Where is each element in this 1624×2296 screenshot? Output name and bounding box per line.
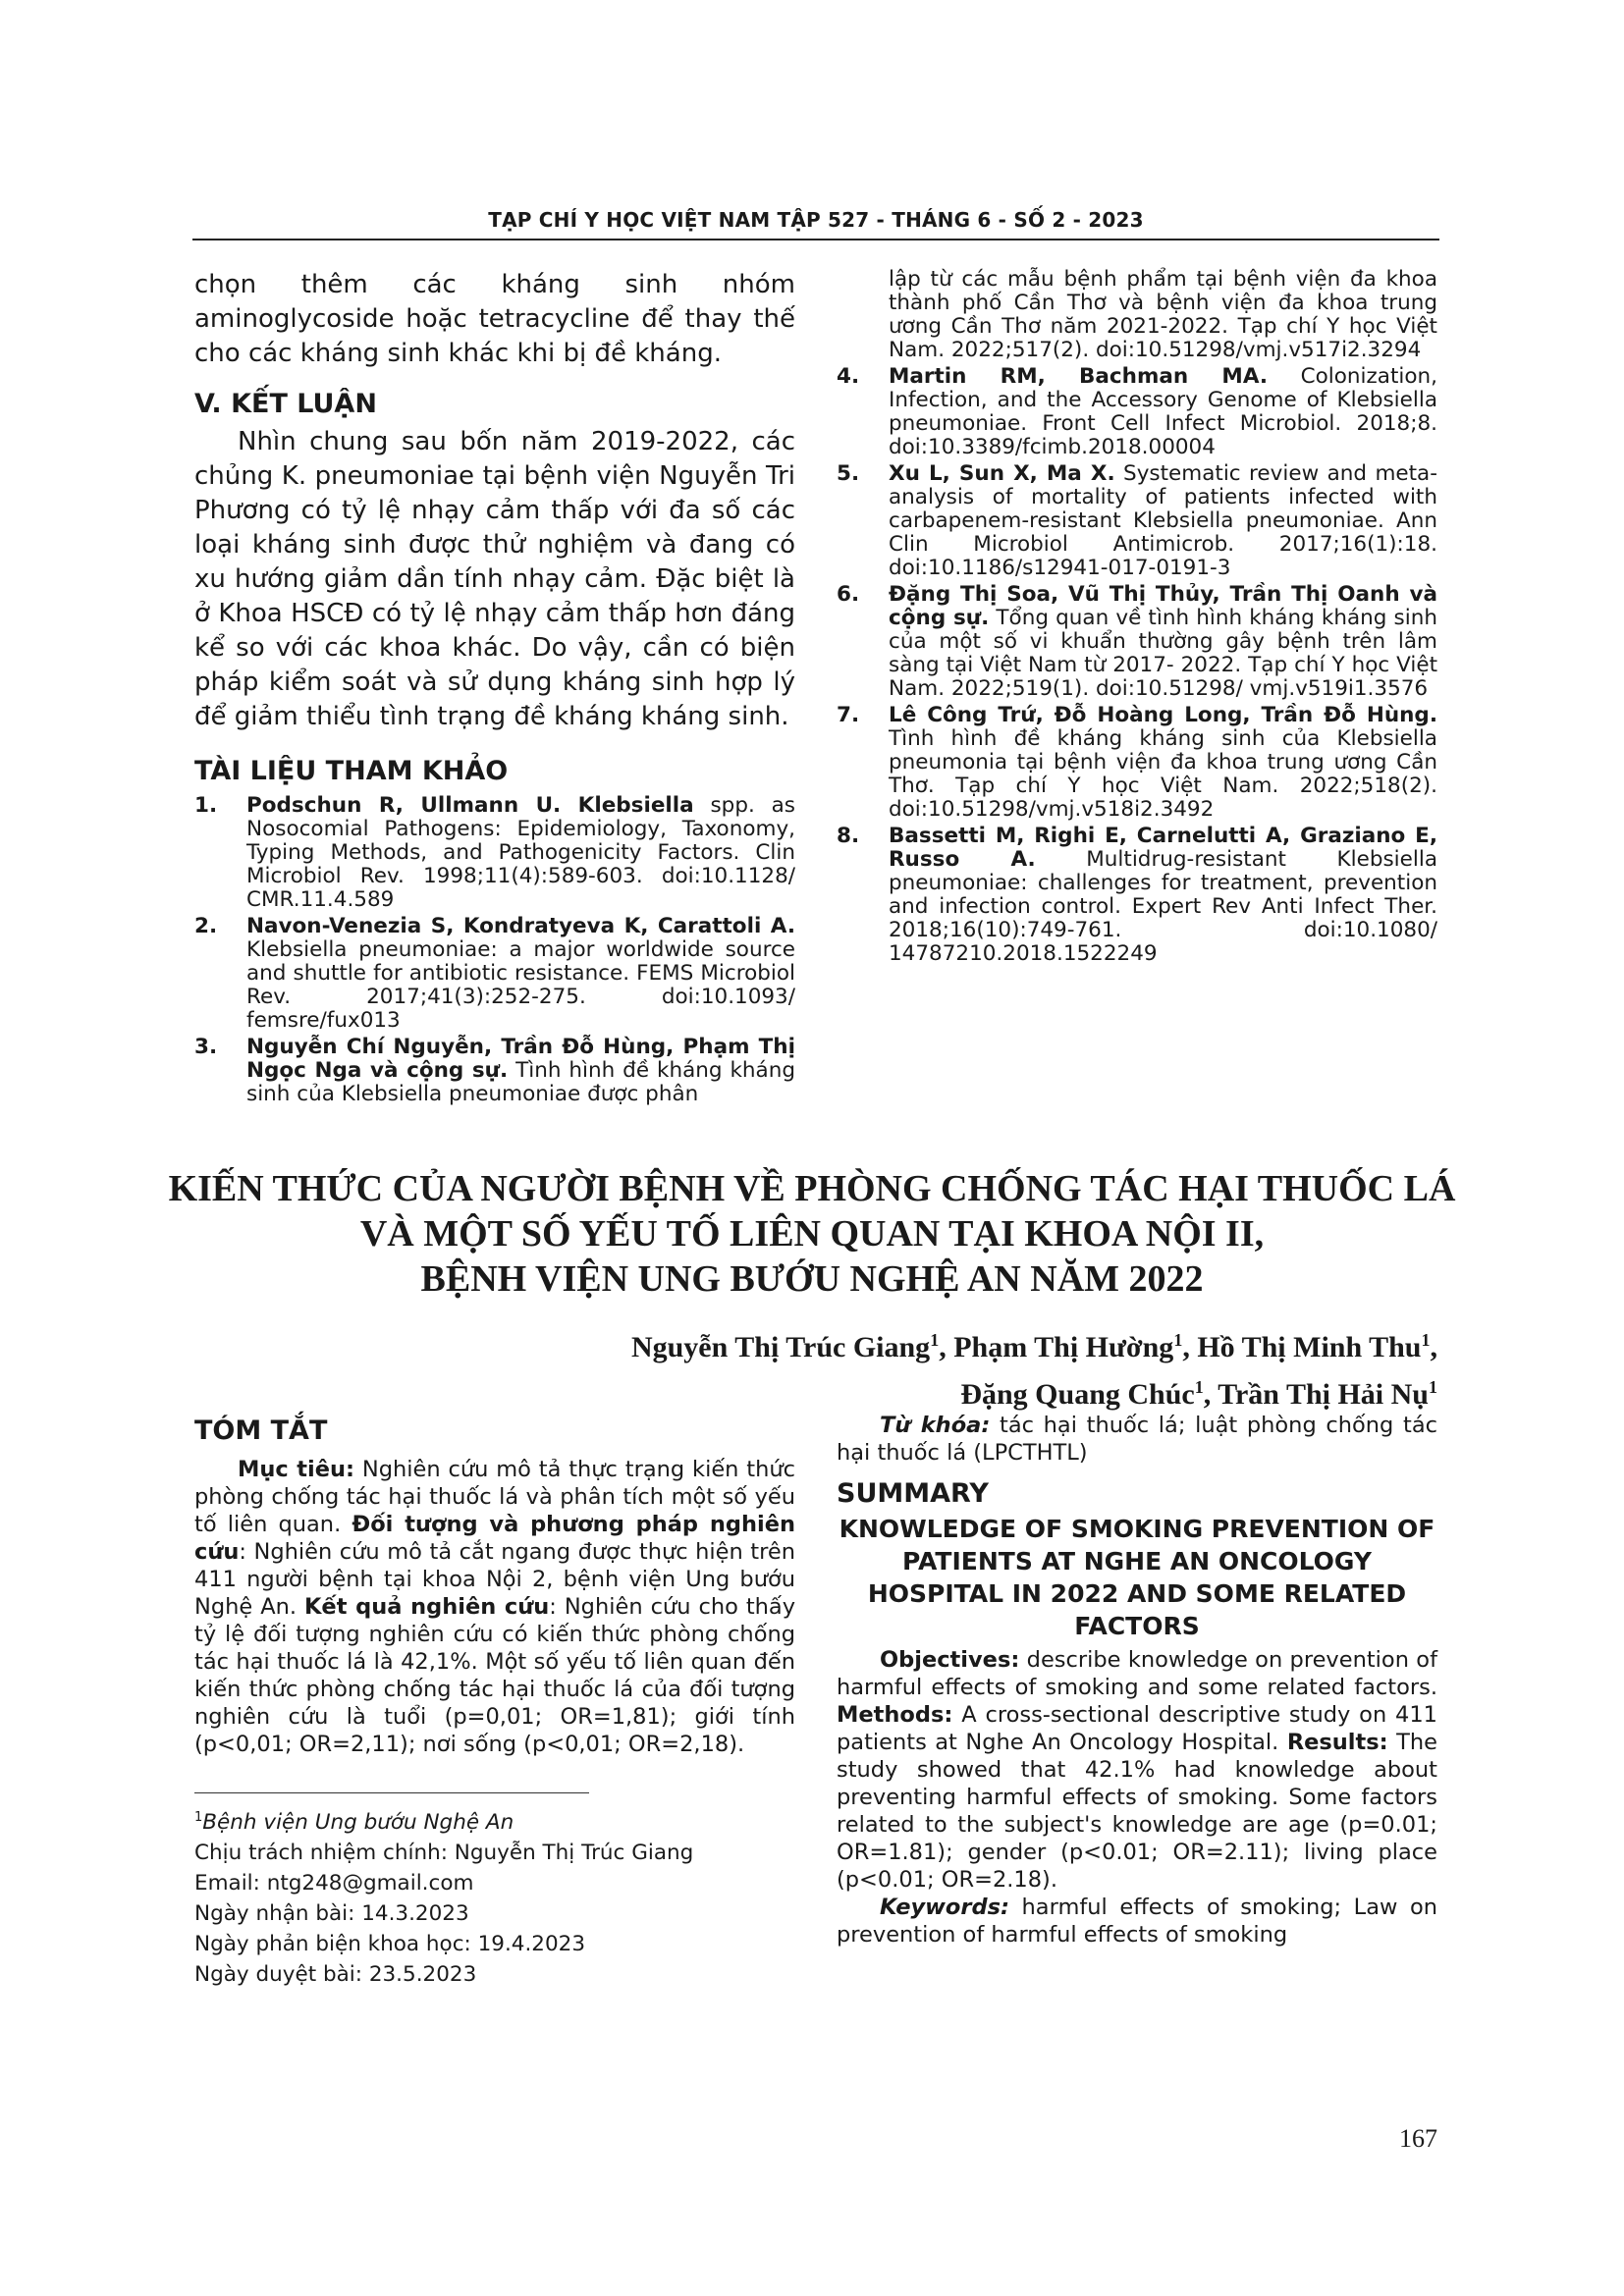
abstract-heading: TÓM TẮT	[194, 1415, 328, 1446]
reference-authors: Xu L, Sun X, Ma X.	[889, 461, 1115, 486]
keywords-label: Keywords:	[880, 1895, 1009, 1920]
article-title-line: KIẾN THỨC CỦA NGƯỜI BỆNH VỀ PHÒNG CHỐNG TÁC HẠI THUỐC LÁ	[168, 1168, 1456, 1209]
author-name: Nguyễn Thị Trúc Giang	[630, 1331, 931, 1363]
affiliation-note	[194, 1802, 795, 1838]
references-heading: TÀI LIỆU THAM KHẢO	[194, 756, 509, 786]
reference-authors: Nguyễn Chí Nguyễn, Trần Đỗ Hùng, Phạm Thị Ngọc Nga và cộng sự.	[246, 1035, 795, 1083]
methods-text: A cross-sectional descriptive study on 411 patients at Nghe An Oncology Hospital.	[837, 1702, 1437, 1755]
page-number: 167	[1399, 2124, 1437, 2153]
results-text: The study showed that 42.1% had knowledge about preventing harmful effects of smoking. Some factors related to the subject's knowledge are age (p=0.01; OR=1.81); gender (p<0.01; OR=2.11); living place (p<0.01; OR=2.18).	[837, 1730, 1437, 1893]
reference-item	[837, 462, 1437, 580]
reference-authors: Navon-Venezia S, Kondratyeva K, Carattoli A.	[246, 914, 795, 938]
reference-authors: Lê Công Trứ, Đỗ Hoàng Long, Trần Đỗ Hùng.	[889, 703, 1437, 727]
header-rule	[192, 239, 1439, 240]
footnote-rule	[194, 1792, 589, 1793]
author-name: Phạm Thị Hường	[953, 1331, 1174, 1363]
results-text: : Nghiên cứu cho thấy tỷ lệ đối tượng nghiên cứu có kiến thức phòng chống tác hại thuốc lá là 42,1%. Một số yếu tố liên quan đến kiến thức phòng chống tác hại thuốc lá của đối tượng nghiên cứu là tuổi (p=0,01; OR=1,81); giới tính (p<0,01; OR=2,11); nơi sống (p<0,01; OR=2,18).	[194, 1594, 796, 1757]
keywords-vn	[837, 1412, 1437, 1467]
article-title-line: VÀ MỘT SỐ YẾU TỐ LIÊN QUAN TẠI KHOA NỘI II,	[359, 1213, 1265, 1255]
reference-number: 6.	[837, 582, 860, 607]
reference-text: lập từ các mẫu bệnh phẩm tại bệnh viện đa khoa thành phố Cần Thơ và bệnh viện đa khoa trung ương Cần Thơ năm 2021-2022. Tạp chí Y học Việt Nam. 2022;517(2). doi:10.51298/vmj.v517i2.3294	[889, 267, 1437, 362]
reference-number: 7.	[837, 703, 860, 727]
references-right	[837, 268, 1437, 966]
methods-text: : Nghiên cứu mô tả cắt ngang được thực hiện trên 411 người bệnh tại khoa Nội 2, bệnh viện Ung bướu Nghệ An.	[194, 1539, 795, 1620]
author-line: Đặng Quang Chúc$^1$, Trần Thị Hải Nụ$^1$	[960, 1377, 1437, 1411]
author-name: Trần Thị Hải Nụ	[1218, 1378, 1429, 1411]
reference-item	[194, 915, 795, 1033]
keywords-label: Từ khóa:	[880, 1413, 991, 1438]
reference-number: 5.	[837, 461, 860, 486]
reference-number: 4.	[837, 364, 860, 389]
reference-authors: Bassetti M, Righi E, Carnelutti A, Graziano E, Russo A.	[889, 824, 1437, 872]
keywords-en	[837, 1894, 1437, 1949]
reference-text: Tình hình đề kháng kháng sinh của Klebsiella pneumonia tại bệnh viện đa khoa trung ương Cần Thơ. Tạp chí Y học Việt Nam. 2022;518(2). doi:10.51298/vmj.v518i2.3492	[889, 726, 1437, 822]
abstract-body	[194, 1456, 795, 1758]
methods-label: Methods:	[837, 1702, 953, 1728]
results-label: Kết quả nghiên cứu	[304, 1594, 550, 1620]
abstract-vn	[194, 1415, 795, 1758]
date-reviewed: Ngày phản biện khoa học: 19.4.2023	[194, 1932, 586, 1957]
responsible-author: Chịu trách nhiệm chính: Nguyễn Thị Trúc Giang	[194, 1841, 694, 1866]
reference-number: 8.	[837, 824, 860, 848]
reference-item	[194, 794, 795, 912]
reference-continued	[837, 268, 1437, 362]
affiliation-mark: 1	[1421, 1330, 1431, 1350]
reference-item	[837, 825, 1437, 966]
reference-authors: Martin RM, Bachman MA.	[889, 364, 1269, 389]
author-line: Nguyễn Thị Trúc Giang$^1$, Phạm Thị Hường$^1$, Hồ Thị Minh Thu$^1$,	[630, 1330, 1437, 1363]
date-accepted: Ngày duyệt bài: 23.5.2023	[194, 1962, 477, 1988]
summary-body	[837, 1646, 1437, 1894]
reference-text: Colonization, Infection, and the Accessory Genome of Klebsiella pneumoniae. Front Cell Infect Microbiol. 2018;8. doi:10.3389/fcimb.2018.00004	[889, 364, 1437, 459]
methods-label: Đối tượng và phương pháp nghiên cứu	[194, 1512, 795, 1565]
conclusion-paragraph: Nhìn chung sau bốn năm 2019-2022, các chủng K. pneumoniae tại bệnh viện Nguyễn Tri Phương có tỷ lệ nhạy cảm thấp với đa số các loại kháng sinh được thử nghiệm và đang có xu hướng giảm dần tính nhạy cảm. Đặc biệt là ở Khoa HSCĐ có tỷ lệ nhạy cảm thấp hơn đáng kể so với các khoa khác. Do vậy, cần có biện pháp kiểm soát và sử dụng kháng sinh hợp lý để giảm thiểu tình trạng đề kháng kháng sinh.	[194, 427, 795, 731]
reference-text: Klebsiella pneumoniae: a major worldwide source and shuttle for antibiotic resistance. FEMS Microbiol Rev. 2017;41(3):252-275. doi:10.1093/ femsre/fux013	[246, 937, 795, 1033]
date-received: Ngày nhận bài: 14.3.2023	[194, 1901, 469, 1927]
reference-number: 1.	[194, 793, 218, 818]
author-list	[456, 1320, 1437, 1415]
summary-title: KNOWLEDGE OF SMOKING PREVENTION OF PATIENTS AT NGHE AN ONCOLOGY HOSPITAL IN 2022 AND SOME RELATED FACTORS	[839, 1515, 1435, 1640]
summary-column	[837, 1412, 1437, 1949]
affiliation-text: Bệnh viện Ung bướu Nghệ An	[202, 1810, 514, 1836]
affiliation-mark: 1	[1173, 1330, 1183, 1350]
prev-article-right-column	[837, 268, 1437, 969]
objectives-label: Objectives:	[880, 1647, 1020, 1673]
objectives-label: Mục tiêu:	[238, 1457, 355, 1482]
continued-paragraph: chọn thêm các kháng sinh nhóm aminoglycoside hoặc tetracycline để thay thế cho các kháng sinh khác khi bị đề kháng.	[194, 270, 795, 368]
reference-item	[837, 365, 1437, 459]
reference-item	[837, 704, 1437, 822]
reference-authors: Podschun R, Ullmann U. Klebsiella	[246, 793, 694, 818]
article-title	[147, 1166, 1477, 1302]
results-label: Results:	[1286, 1730, 1388, 1755]
keywords-text: tác hại thuốc lá; luật phòng chống tác hại thuốc lá (LPCTHTL)	[837, 1413, 1437, 1466]
reference-text: Tổng quan về tình hình kháng kháng sinh của một số vi khuẩn thường gây bệnh trên lâm sàng tại Việt Nam từ 2017- 2022. Tạp chí Y học Việt Nam. 2022;519(1). doi:10.51298/ vmj.v519i1.3576	[889, 606, 1437, 701]
reference-text: spp. as Nosocomial Pathogens: Epidemiology, Taxonomy, Typing Methods, and Pathogenicity Factors. Clin Microbiol Rev. 1998;11(4):589-603. doi:10.1128/ CMR.11.4.589	[246, 793, 795, 912]
reference-item	[194, 1036, 795, 1106]
prev-article-left-column	[194, 268, 795, 1109]
reference-text: Multidrug-resistant Klebsiella pneumoniae: challenges for treatment, prevention and infection control. Expert Rev Anti Infect Ther. 2018;16(10):749-761. doi:10.1080/ 14787210.2018.1522249	[889, 847, 1437, 966]
affiliation-mark: 1	[930, 1330, 940, 1350]
author-name: Hồ Thị Minh Thu	[1197, 1331, 1422, 1363]
journal-header: TẠP CHÍ Y HỌC VIỆT NAM TẬP 527 - THÁNG 6 - SỐ 2 - 2023	[488, 208, 1144, 232]
email: Email: ntg248@gmail.com	[194, 1871, 474, 1896]
footnotes	[194, 1802, 795, 1990]
author-name: Đặng Quang Chúc	[960, 1378, 1195, 1411]
reference-number: 2.	[194, 914, 218, 938]
summary-heading: SUMMARY	[837, 1478, 989, 1509]
affiliation-mark: 1	[1429, 1377, 1437, 1397]
reference-number: 3.	[194, 1035, 218, 1059]
affiliation-mark: 1	[1194, 1377, 1204, 1397]
reference-authors: Đặng Thị Soa, Vũ Thị Thủy, Trần Thị Oanh và cộng sự.	[889, 582, 1437, 630]
keywords-text: harmful effects of smoking; Law on prevention of harmful effects of smoking	[837, 1895, 1437, 1948]
reference-text: Tình hình đề kháng kháng sinh của Klebsiella pneumoniae được phân	[246, 1058, 795, 1106]
reference-item	[837, 583, 1437, 701]
references-left	[194, 794, 795, 1106]
affiliation-mark: 1	[194, 1810, 203, 1825]
conclusion-heading: V. KẾT LUẬN	[194, 389, 377, 419]
objectives-text: Nghiên cứu mô tả thực trạng kiến thức phòng chống tác hại thuốc lá và phân tích một số yếu tố liên quan.	[194, 1457, 795, 1537]
objectives-text: describe knowledge on prevention of harmful effects of smoking and some related factors.	[837, 1647, 1437, 1700]
reference-text: Systematic review and meta-analysis of mortality of patients infected with carbapenem-resistant Klebsiella pneumoniae. Ann Clin Microbiol Antimicrob. 2017;16(1):18. doi:10.1186/s12941-017-0191-3	[889, 461, 1437, 580]
article-title-line: BỆNH VIỆN UNG BƯỚU NGHỆ AN NĂM 2022	[420, 1258, 1204, 1300]
